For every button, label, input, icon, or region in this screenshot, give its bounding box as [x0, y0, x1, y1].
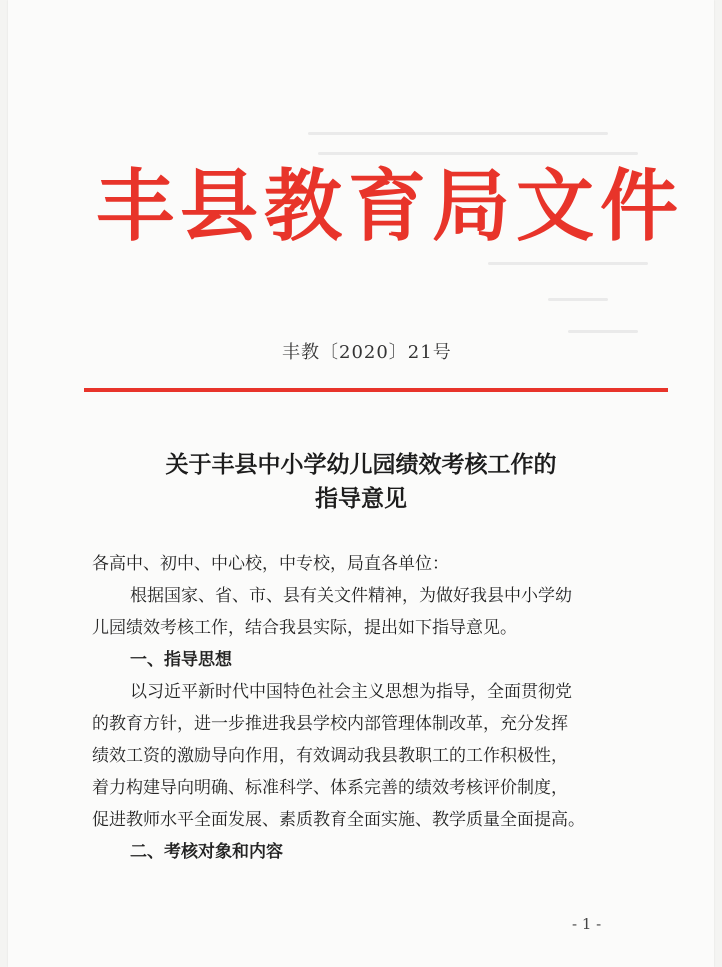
intro-line-1: 根据国家、省、市、县有关文件精神，为做好我县中小学幼 — [130, 586, 572, 606]
section-1-line: 以习近平新时代中国特色社会主义思想为指导，全面贯彻党 — [130, 682, 572, 702]
title-line-1: 关于丰县中小学幼儿园绩效考核工作的 — [165, 451, 557, 478]
show-through-mark — [308, 132, 608, 135]
section-1-line: 绩效工资的激励导向作用，有效调动我县教职工的工作积极性， — [92, 746, 568, 766]
document-page — [8, 0, 714, 967]
title-line-2: 指导意见 — [315, 485, 407, 512]
section-1-heading: 一、指导思想 — [130, 650, 232, 670]
document-number: 丰教〔2020〕21号 — [282, 342, 452, 363]
show-through-mark — [318, 152, 638, 155]
section-1-line: 着力构建导向明确、标准科学、体系完善的绩效考核评价制度， — [92, 778, 568, 798]
show-through-mark — [488, 262, 648, 265]
document-title — [8, 448, 714, 516]
red-separator-rule — [84, 388, 668, 392]
section-1-line: 的教育方针，进一步推进我县学校内部管理体制改革，充分发挥 — [92, 714, 568, 734]
intro-line-2: 儿园绩效考核工作，结合我县实际，提出如下指导意见。 — [92, 618, 517, 638]
salutation: 各高中、初中、中心校，中专校，局直各单位： — [92, 554, 449, 574]
show-through-mark — [568, 330, 638, 333]
document-body — [92, 548, 652, 868]
show-through-mark — [548, 298, 608, 301]
page-number: - 1 - — [572, 915, 602, 933]
issuer-header-title: 丰县教育局文件 — [96, 161, 685, 252]
section-1-line: 促进教师水平全面发展、素质教育全面实施、教学质量全面提高。 — [92, 810, 585, 830]
section-2-heading: 二、考核对象和内容 — [130, 842, 283, 862]
